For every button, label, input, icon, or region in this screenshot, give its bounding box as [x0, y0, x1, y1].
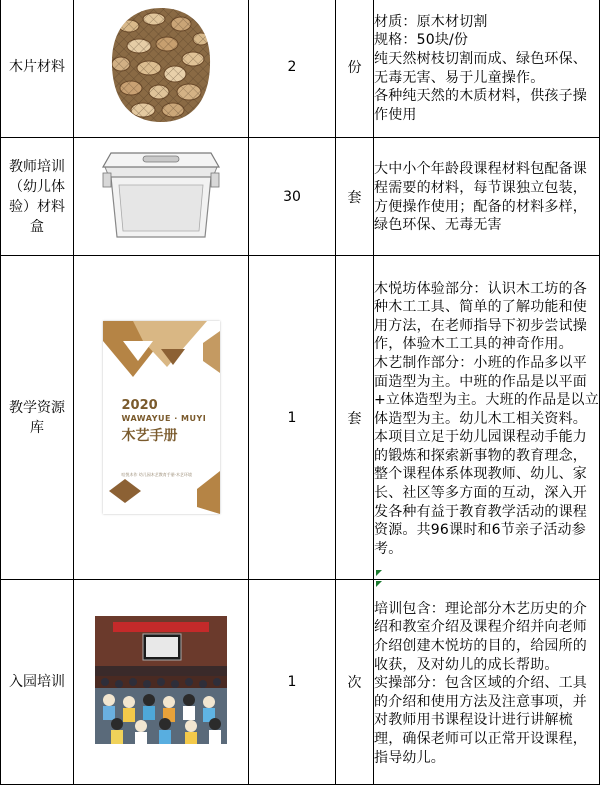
description-line: 木艺制作部分：小班的作品多以平面造型为主。中班的作品是以平面+立体造型为主。大班的作品是以立体造型为主。幼儿木工相关资料。 — [374, 354, 599, 427]
item-image-cell — [74, 580, 249, 785]
item-image-cell — [74, 138, 249, 256]
quantity-cell — [249, 256, 336, 580]
cover-title: 木艺手册 — [121, 428, 178, 444]
description-line: 实操部分：包含区域的介绍、工具的介绍和使用方法及注意事项，并对教师用书课程设计进行讲解梳理，确保老师可以正常开设课程，指导幼儿。 — [374, 675, 587, 766]
quantity: 2 — [287, 59, 297, 75]
item-name-cell — [1, 580, 74, 785]
cover-footer: 哇悦木作 幼儿园木艺教育手册·木艺环境 — [121, 472, 193, 477]
cover-subtitle: WAWAYUE · MUYI — [121, 414, 207, 423]
quantity: 1 — [287, 409, 297, 426]
description-cell — [374, 580, 600, 785]
item-image-cell — [74, 256, 249, 580]
table-row — [1, 0, 600, 138]
description-cell — [374, 138, 600, 256]
quantity: 30 — [283, 188, 301, 205]
unit-cell — [336, 580, 374, 785]
table-row — [1, 580, 600, 785]
description-line: 大中小个年龄段课程材料包配备课程需要的材料，每节课独立包装，方便操作使用；配备的材料多样，绿色环保、无毒无害 — [374, 161, 587, 234]
item-name: 教学资源库 — [9, 399, 65, 436]
cell-corner-marker — [376, 570, 382, 576]
item-name-cell — [1, 0, 74, 138]
description-cell — [374, 256, 600, 580]
unit-cell — [336, 0, 374, 138]
cell-corner-marker — [376, 581, 382, 587]
item-name-cell — [1, 138, 74, 256]
description-line: 规格：50块/份 — [374, 32, 469, 49]
unit: 套 — [347, 189, 362, 206]
description-line: 各种纯天然的木质材料，供孩子操作使用 — [374, 88, 587, 123]
quantity: 1 — [287, 674, 297, 690]
item-name: 木片材料 — [9, 59, 65, 75]
unit: 份 — [347, 60, 362, 76]
training-photo-image — [95, 616, 227, 744]
description-line: 材质：原木材切割 — [374, 13, 488, 30]
item-name-cell — [1, 256, 74, 580]
table-row — [1, 256, 600, 580]
quantity-cell — [249, 138, 336, 256]
description-cell — [374, 0, 600, 138]
description-line: 木悦坊体验部分：认识木工坊的各种木工工具、简单的了解功能和使用方法，在老师指导下初步尝试操作，体验木工工具的神奇作用。 — [374, 280, 587, 353]
description-line: 纯天然树枝切割而成、绿色环保、无毒无害、易于儿童操作。 — [374, 50, 587, 86]
table-row — [1, 138, 600, 256]
quantity-cell — [249, 0, 336, 138]
unit-cell — [336, 138, 374, 256]
book-cover-image — [103, 321, 220, 514]
item-image-cell — [74, 0, 249, 138]
wood-chips-image — [109, 4, 213, 126]
quantity-cell — [249, 580, 336, 785]
unit-cell — [336, 256, 374, 580]
cover-year: 2020 — [121, 398, 158, 413]
item-name: 教师培训（幼儿体验）材料盒 — [9, 158, 65, 235]
storage-box-image — [101, 147, 221, 243]
description-line: 本项目立足于幼儿园课程动手能力的锻炼和探索新事物的教育理念，整个课程体系体现教师、幼儿、家长、社区等多方面的互动，深入开发各种有益于教育教学活动的课程资源。共96课时和6节亲子活动参考。 — [374, 429, 587, 557]
unit: 套 — [347, 410, 362, 427]
description-line: 培训包含：理论部分木艺历史的介绍和教室介绍及课程介绍并向老师介绍创建木悦坊的目的，给园所的收获，及对幼儿的成长帮助。 — [374, 600, 587, 673]
unit: 次 — [347, 675, 362, 691]
item-name: 入园培训 — [9, 674, 65, 690]
